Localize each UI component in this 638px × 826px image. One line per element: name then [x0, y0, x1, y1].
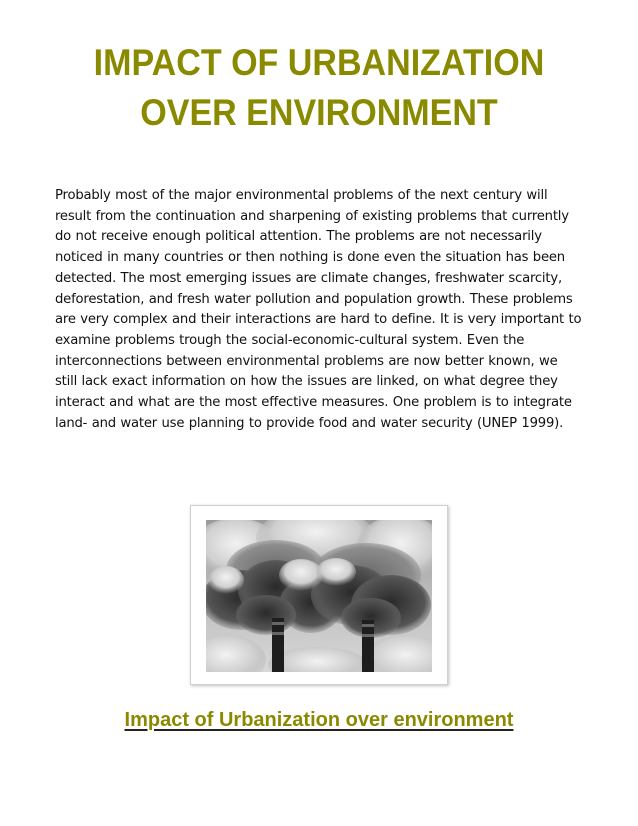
body-paragraph: Probably most of the major environmental problems of the next century will result from the continuation and sharpening of existing problems that currently do not receive enough political attention. The problems are not necessarily noticed in many countries or then nothing is done even the situation has been detected. The most emerging issues are climate changes, freshwater scarcity, deforestation, and fresh water pollution and population growth. These problems are very complex and their interactions are hard to define. It is very important to examine problems trough the social-economic-cultural system. Even the interconnections between environmental problems are now better known, we still lack exact information on how the issues are linked, on what degree they interact and what are the most effective measures. One problem is to integrate land- and water use planning to provide food and water security (UNEP 1999).	[55, 188, 582, 431]
chimney-right	[362, 620, 374, 672]
title-line-2: OVER ENVIRONMENT	[140, 92, 498, 133]
page-title	[53, 38, 585, 138]
figure-caption: Impact of Urbanization over environment	[124, 709, 514, 731]
chimney-left	[272, 618, 284, 672]
smokestack-photo	[206, 520, 432, 672]
title-line-1: IMPACT OF URBANIZATION	[93, 42, 545, 83]
smokestack-photo-frame	[190, 505, 448, 685]
